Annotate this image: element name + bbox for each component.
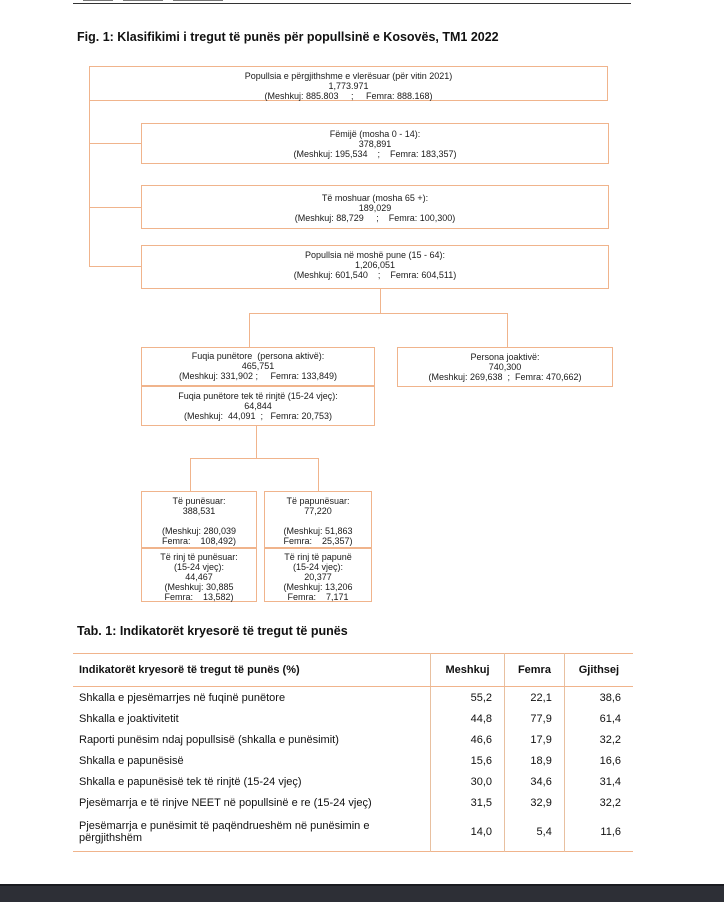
row-male: 14,0	[431, 813, 505, 852]
youth-employed-female: Femra: 13,582)	[164, 592, 234, 602]
row-label: Shkalla e papunësisë tek të rinjtë (15-24 vjeç)	[79, 775, 302, 788]
unemployed-value: 77,220	[304, 506, 332, 516]
inactive-breakdown: (Meshkuj: 269,638 ; Femra: 470,662)	[428, 372, 582, 382]
youth-labour-force-box	[141, 386, 375, 426]
row-label: Shkalla e joaktivitetit	[79, 712, 179, 725]
inactive-value: 740,300	[488, 362, 522, 372]
table-title: Tab. 1: Indikatorët kryesorë të tregut të punës	[77, 624, 348, 638]
total-population-box	[89, 66, 608, 101]
youth-employed-male: (Meshkuj: 30,885	[164, 582, 234, 592]
youth-labour-force-breakdown: (Meshkuj: 44,091 ; Femra: 20,753)	[183, 411, 333, 421]
row-label: Pjesëmarrja e të rinjve NEET në popullsinë e re (15-24 vjeç)	[79, 796, 372, 809]
youth-employed-box	[141, 548, 257, 602]
youth-unemployed-age: (15-24 vjeç):	[292, 562, 344, 572]
youth-unemployed-label: Të rinj të papunë	[284, 552, 352, 562]
children-value: 378,891	[358, 139, 392, 149]
row-label: Shkalla e pjesëmarrjes në fuqinë punëtore	[79, 691, 286, 704]
row-female: 5,4	[505, 813, 565, 852]
row-total: 31,4	[564, 771, 633, 792]
youth-labour-force-value: 64,844	[244, 401, 272, 411]
labour-force-box	[141, 347, 375, 386]
elderly-breakdown: (Meshkuj: 88,729 ; Femra: 100,300)	[294, 213, 456, 223]
table-row	[73, 792, 633, 813]
connector-labour-down	[256, 425, 257, 458]
connector-to-labour-force	[249, 313, 250, 347]
header-total: Gjithsej	[564, 654, 633, 687]
table-row	[73, 687, 633, 709]
working-age-breakdown: (Meshkuj: 601,540 ; Femra: 604,511)	[293, 270, 457, 280]
working-age-value: 1,206,051	[354, 260, 396, 270]
figure-title: Fig. 1: Klasifikimi i tregut të punës për popullsinë e Kosovës, TM1 2022	[77, 30, 499, 44]
connector-to-working-age	[89, 266, 141, 267]
row-male: 30,0	[431, 771, 505, 792]
connector-to-unemployed	[318, 458, 319, 491]
youth-employed-label: Të rinj të punësuar:	[160, 552, 238, 562]
youth-labour-force-label: Fuqia punëtore tek të rinjtë (15-24 vjeç):	[178, 391, 338, 401]
youth-unemployed-male: (Meshkuj: 13,206	[283, 582, 353, 592]
connector-split-horizontal	[249, 313, 507, 314]
row-female: 34,6	[505, 771, 565, 792]
table-row	[73, 708, 633, 729]
row-female: 17,9	[505, 729, 565, 750]
row-total: 38,6	[564, 687, 633, 709]
table-header-row	[73, 654, 633, 687]
row-total: 32,2	[564, 729, 633, 750]
page-header-rule	[73, 3, 631, 4]
table-row	[73, 729, 633, 750]
labour-force-value: 465,751	[241, 361, 275, 371]
elderly-value: 189,029	[358, 203, 392, 213]
employed-box	[141, 491, 257, 548]
employed-value: 388,531	[182, 506, 216, 516]
youth-unemployed-value: 20,377	[304, 572, 332, 582]
youth-employed-age: (15-24 vjeç):	[173, 562, 225, 572]
total-population-value: 1,773.971	[328, 81, 369, 91]
connector-to-elderly	[89, 207, 141, 208]
employed-label: Të punësuar:	[172, 496, 226, 506]
table-row	[73, 813, 633, 852]
row-label: Raporti punësim ndaj popullsisë (shkalla e punësimit)	[79, 733, 339, 746]
row-total: 16,6	[564, 750, 633, 771]
unemployed-box	[264, 491, 372, 548]
row-male: 44,8	[431, 708, 505, 729]
inactive-box	[397, 347, 613, 387]
connector-working-age-down	[380, 289, 381, 313]
row-male: 31,5	[431, 792, 505, 813]
row-male: 55,2	[431, 687, 505, 709]
row-female: 32,9	[505, 792, 565, 813]
connector-to-inactive	[507, 313, 508, 347]
children-breakdown: (Meshkuj: 195,534 ; Femra: 183,357)	[293, 149, 457, 159]
unemployed-label: Të papunësuar:	[286, 496, 350, 506]
connector-trunk	[89, 100, 90, 267]
table-row	[73, 750, 633, 771]
row-female: 77,9	[505, 708, 565, 729]
working-age-label: Popullsia në moshë pune (15 - 64):	[304, 250, 446, 260]
connector-to-children	[89, 143, 141, 144]
row-total: 32,2	[564, 792, 633, 813]
youth-unemployed-box	[264, 548, 372, 602]
elderly-label: Të moshuar (mosha 65 +):	[321, 193, 429, 203]
employed-male: (Meshkuj: 280,039	[161, 526, 237, 536]
indicators-table	[73, 653, 633, 852]
youth-employed-value: 44,467	[185, 572, 213, 582]
labour-force-breakdown: (Meshkuj: 331,902 ; Femra: 133,849)	[178, 371, 338, 381]
row-total: 61,4	[564, 708, 633, 729]
taskbar	[0, 884, 724, 902]
elderly-box	[141, 185, 609, 229]
children-box	[141, 123, 609, 164]
row-male: 46,6	[431, 729, 505, 750]
connector-to-employed	[190, 458, 191, 491]
row-label: Shkalla e papunësisë	[79, 754, 184, 767]
row-female: 22,1	[505, 687, 565, 709]
table-row	[73, 771, 633, 792]
connector-split-lower	[190, 458, 319, 459]
page-header-remnant	[73, 0, 233, 2]
total-population-breakdown: (Meshkuj: 885.803 ; Femra: 888.168)	[264, 91, 433, 101]
row-female: 18,9	[505, 750, 565, 771]
employed-female: Femra: 108,492)	[161, 536, 237, 546]
labour-force-label: Fuqia punëtore (persona aktivë):	[191, 351, 325, 361]
row-total: 11,6	[564, 813, 633, 852]
row-label: Pjesëmarrja e punësimit të paqëndrueshëm në punësimin e përgjithshëm	[79, 820, 370, 844]
header-male: Meshkuj	[431, 654, 505, 687]
header-indicator: Indikatorët kryesorë të tregut të punës (%)	[73, 654, 431, 687]
children-label: Fëmijë (mosha 0 - 14):	[329, 129, 421, 139]
unemployed-female: Femra: 25,357)	[283, 536, 353, 546]
header-female: Femra	[505, 654, 565, 687]
working-age-box	[141, 245, 609, 289]
youth-unemployed-female: Femra: 7,171	[287, 592, 349, 602]
total-population-label: Popullsia e përgjithshme e vlerësuar (për vitin 2021)	[244, 71, 453, 81]
unemployed-male: (Meshkuj: 51,863	[283, 526, 353, 536]
inactive-label: Persona joaktivë:	[470, 352, 540, 362]
row-male: 15,6	[431, 750, 505, 771]
